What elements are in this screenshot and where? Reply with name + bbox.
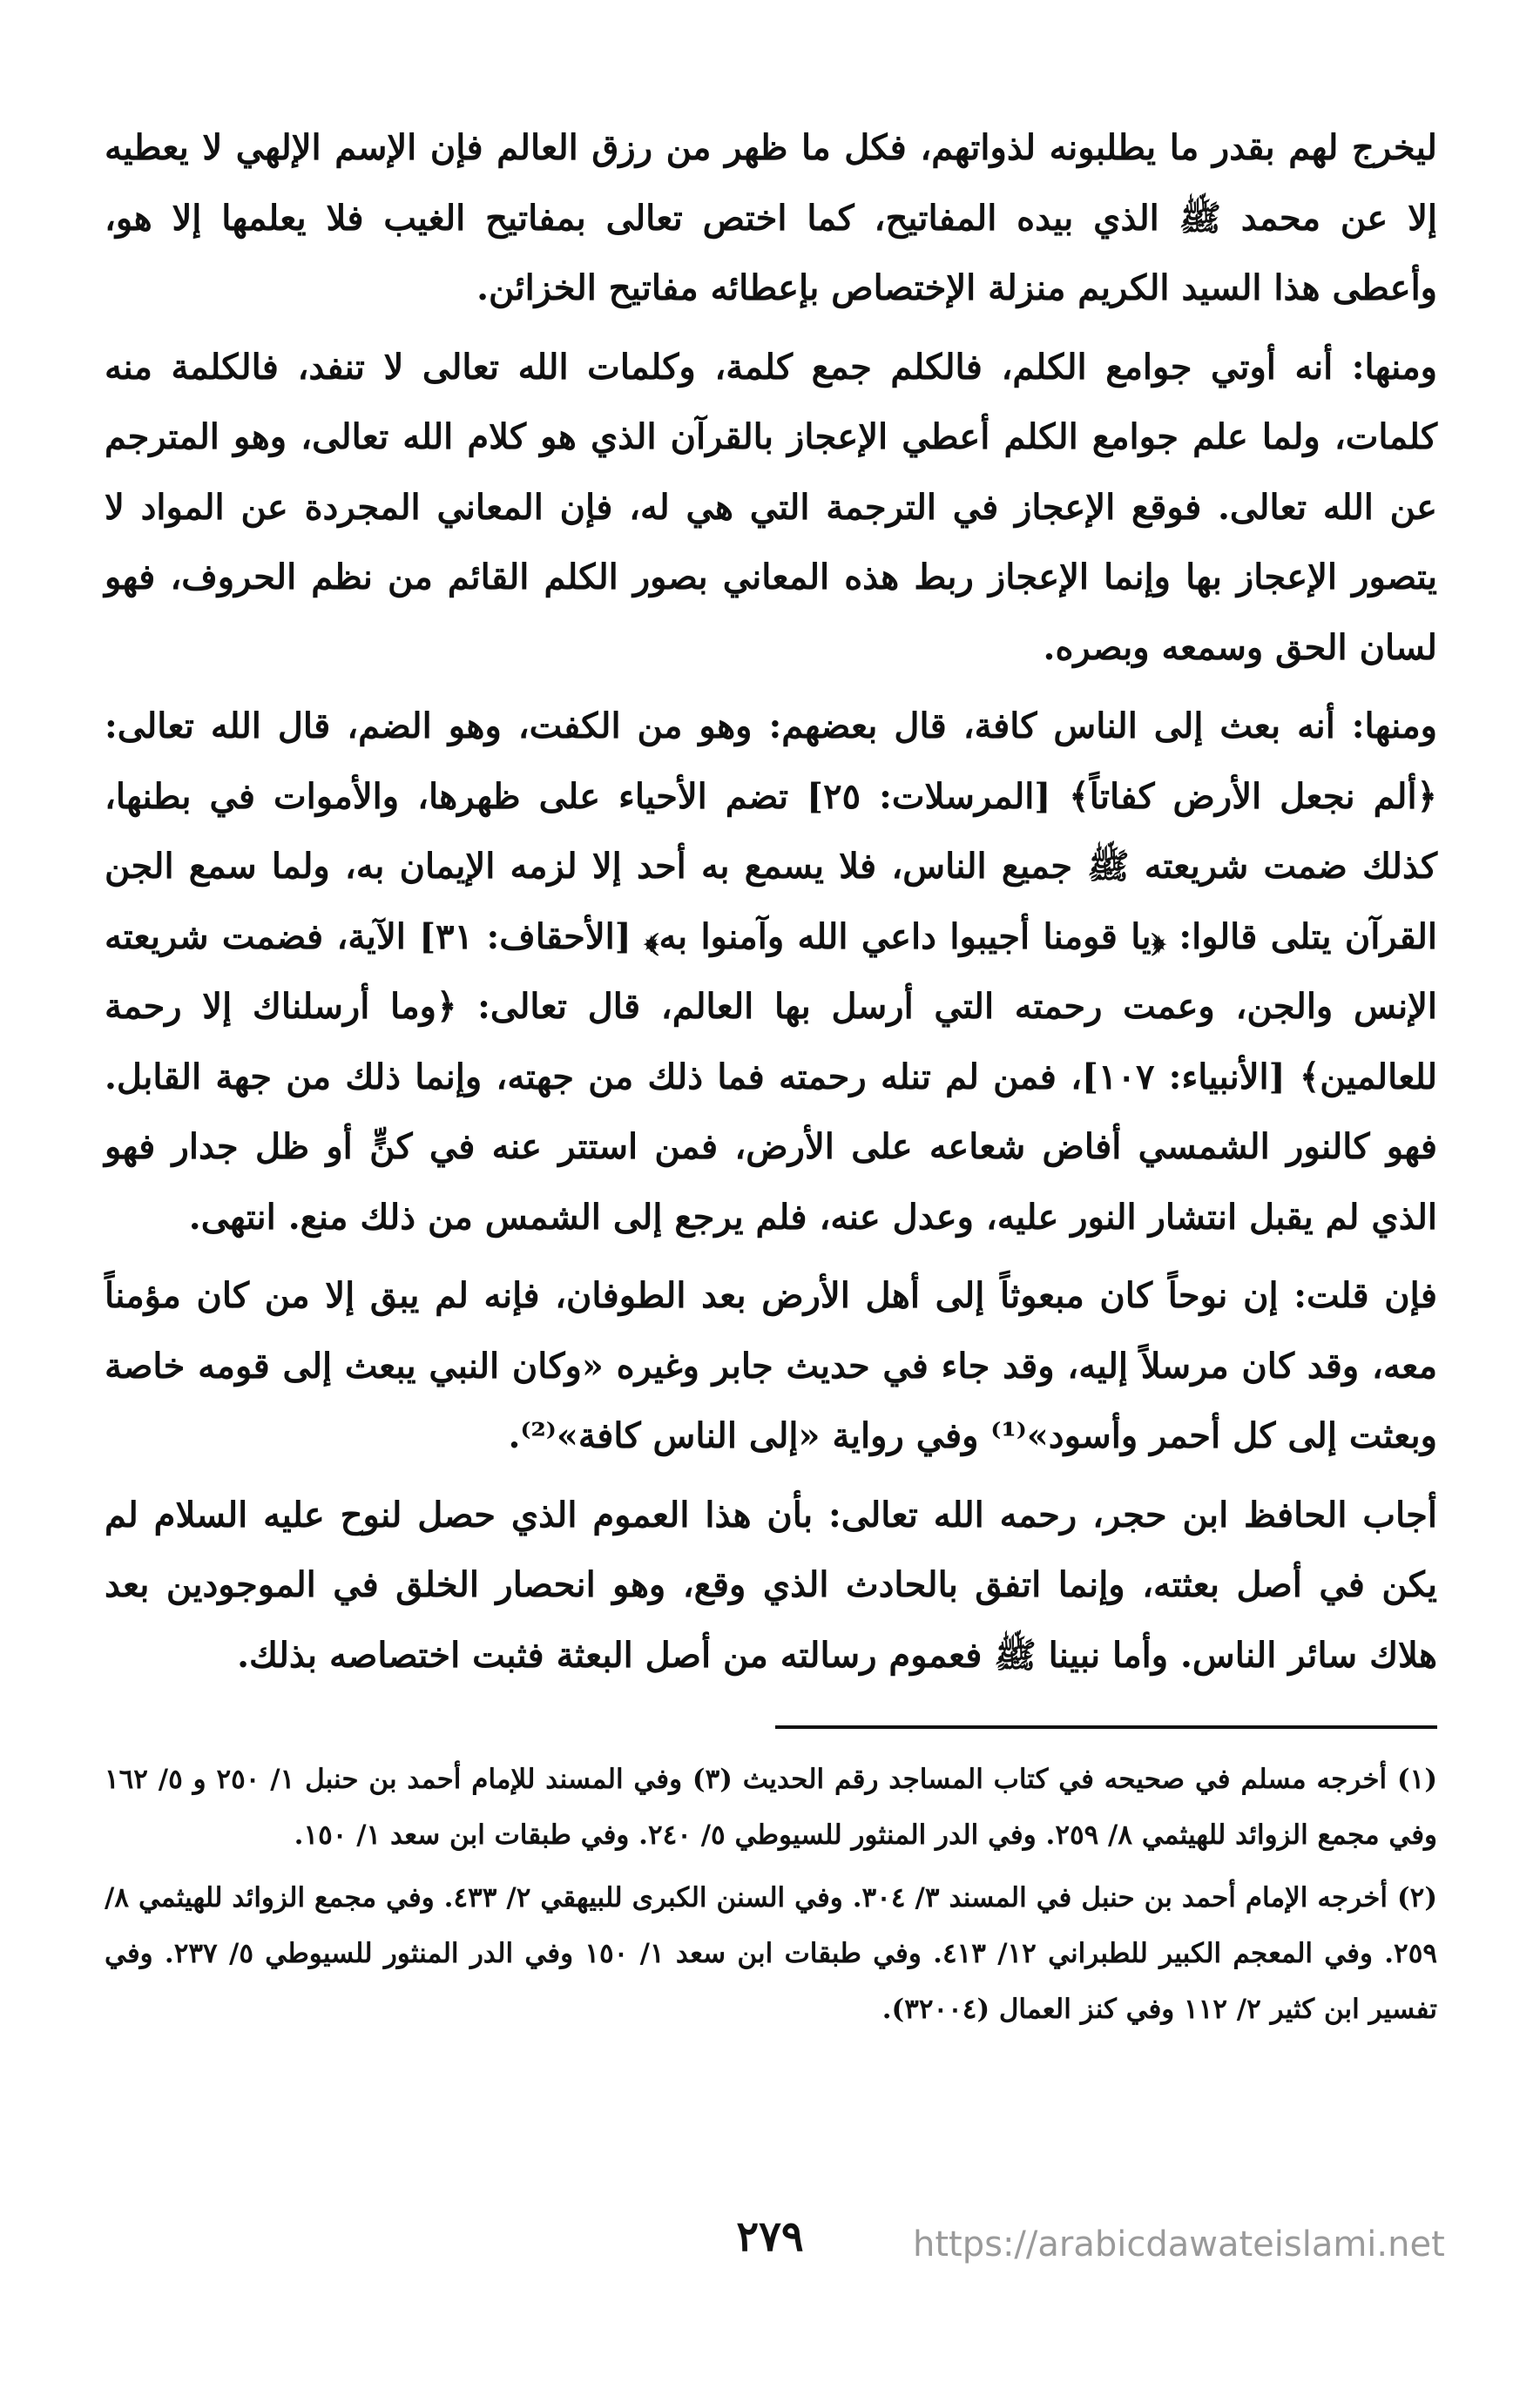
paragraph: أجاب الحافظ ابن حجر، رحمه الله تعالى: بأن هذا العموم الذي حصل لنوح عليه السلام لم يكن في أصل بعثته، وإنما اتفق بالحادث الذي وقع، وهو انحصار الخلق في الموجودين بعد هلاك سائر الناس. وأما نبينا ﷺ فعموم رسالته من أصل البعثة فثبت اختصاصه بذلك. [105,1494,1437,1676]
paragraph: ليخرج لهم بقدر ما يطلبونه لذواتهم، فكل ما ظهر من رزق العالم فإن الإسم الإلهي لا يعطيه إلا عن محمد ﷺ الذي بيده المفاتيح، كما اختص تعالى بمفاتيح الغيب فلا يعلمها إلا هو، وأعطى هذا السيد الكريم منزلة الإختصاص بإعطائه مفاتيح الخزائن. [105,127,1437,308]
page-number: ٢٧٩ [736,2212,804,2261]
footnotes [105,1752,1437,2037]
footnote: (١) أخرجه مسلم في صحيحه في كتاب المساجد رقم الحديث (٣) وفي المسند للإمام أحمد بن حنبل ١/ ٢٥٠ و ٥/ ١٦٢ وفي مجمع الزوائد للهيثمي ٨/ ٢٥٩. وفي الدر المنثور للسيوطي ٥/ ٢٤٠. وفي طبقات ابن سعد ١/ ١٥٠. [105,1764,1437,1851]
paragraph: ومنها: أنه بعث إلى الناس كافة، قال بعضهم: وهو من الكفت، وهو الضم، قال الله تعالى: ﴿ألم نجعل الأرض كفاتاً﴾ [المرسلات: ٢٥] تضم الأحياء على ظهرها، والأموات في بطنها، كذلك ضمت شريعته ﷺ جميع الناس، فلا يسمع به أحد إلا لزمه الإيمان به، ولما سمع الجن القرآن يتلى قالوا: ﴿يا قومنا أجيبوا داعي الله وآمنوا به﴾ [الأحقاف: ٣١] الآية، فضمت شريعته الإنس والجن، وعمت رحمته التي أرسل بها العالم، قال تعالى: ﴿وما أرسلناك إلا رحمة للعالمين﴾ [الأنبياء: ١٠٧]، فمن لم تنله رحمته فما ذلك من جهته، وإنما ذلك من جهة القابل. فهو كالنور الشمسي أفاض شعاعه على الأرض، فمن استتر عنه في كنٍّ أو ظل جدار فهو الذي لم يقبل انتشار النور عليه، وعدل عنه، فلم يرجع إلى الشمس من ذلك منع. انتهى. [105,705,1438,1238]
footnote: (٢) أخرجه الإمام أحمد بن حنبل في المسند ٣/ ٣٠٤. وفي السنن الكبرى للبيهقي ٢/ ٤٣٣. وفي مجمع الزوائد للهيثمي ٨/ ٢٥٩. وفي المعجم الكبير للطبراني ١٢/ ٤١٣. وفي طبقات ابن سعد ١/ ١٥٠ وفي الدر المنثور للسيوطي ٥/ ٢٣٧. وفي تفسير ابن كثير ٢/ ١١٢ وفي كنز العمال (٣٢٠٠٤). [105,1882,1437,2025]
paragraph: فإن قلت: إن نوحاً كان مبعوثاً إلى أهل الأرض بعد الطوفان، فإنه لم يبق إلا من كان مؤمناً معه، وقد كان مرسلاً إليه، وقد جاء في حديث جابر وغيره «وكان النبي يبعث إلى قومه خاصة وبعثت إلى كل أحمر وأسود»⁽¹⁾ وفي رواية «إلى الناس كافة»⁽²⁾. [105,1275,1437,1456]
book-page [105,113,1437,2044]
footnote-separator [775,1725,1437,1729]
paragraph: ومنها: أنه أوتي جوامع الكلم، فالكلم جمع كلمة، وكلمات الله تعالى لا تنفد، فالكلمة منه كلمات، ولما علم جوامع الكلم أعطي الإعجاز بالقرآن الذي هو كلام الله تعالى، وهو المترجم عن الله تعالى. فوقع الإعجاز في الترجمة التي هي له، فإن المعاني المجردة عن المواد لا يتصور الإعجاز بها وإنما الإعجاز ربط هذه المعاني بصور الكلم القائم من نظم الحروف، فهو لسان الحق وسمعه وبصره. [105,346,1438,668]
watermark-url: https://arabicdawateislami.net [913,2224,1445,2265]
main-text [105,113,1437,1691]
